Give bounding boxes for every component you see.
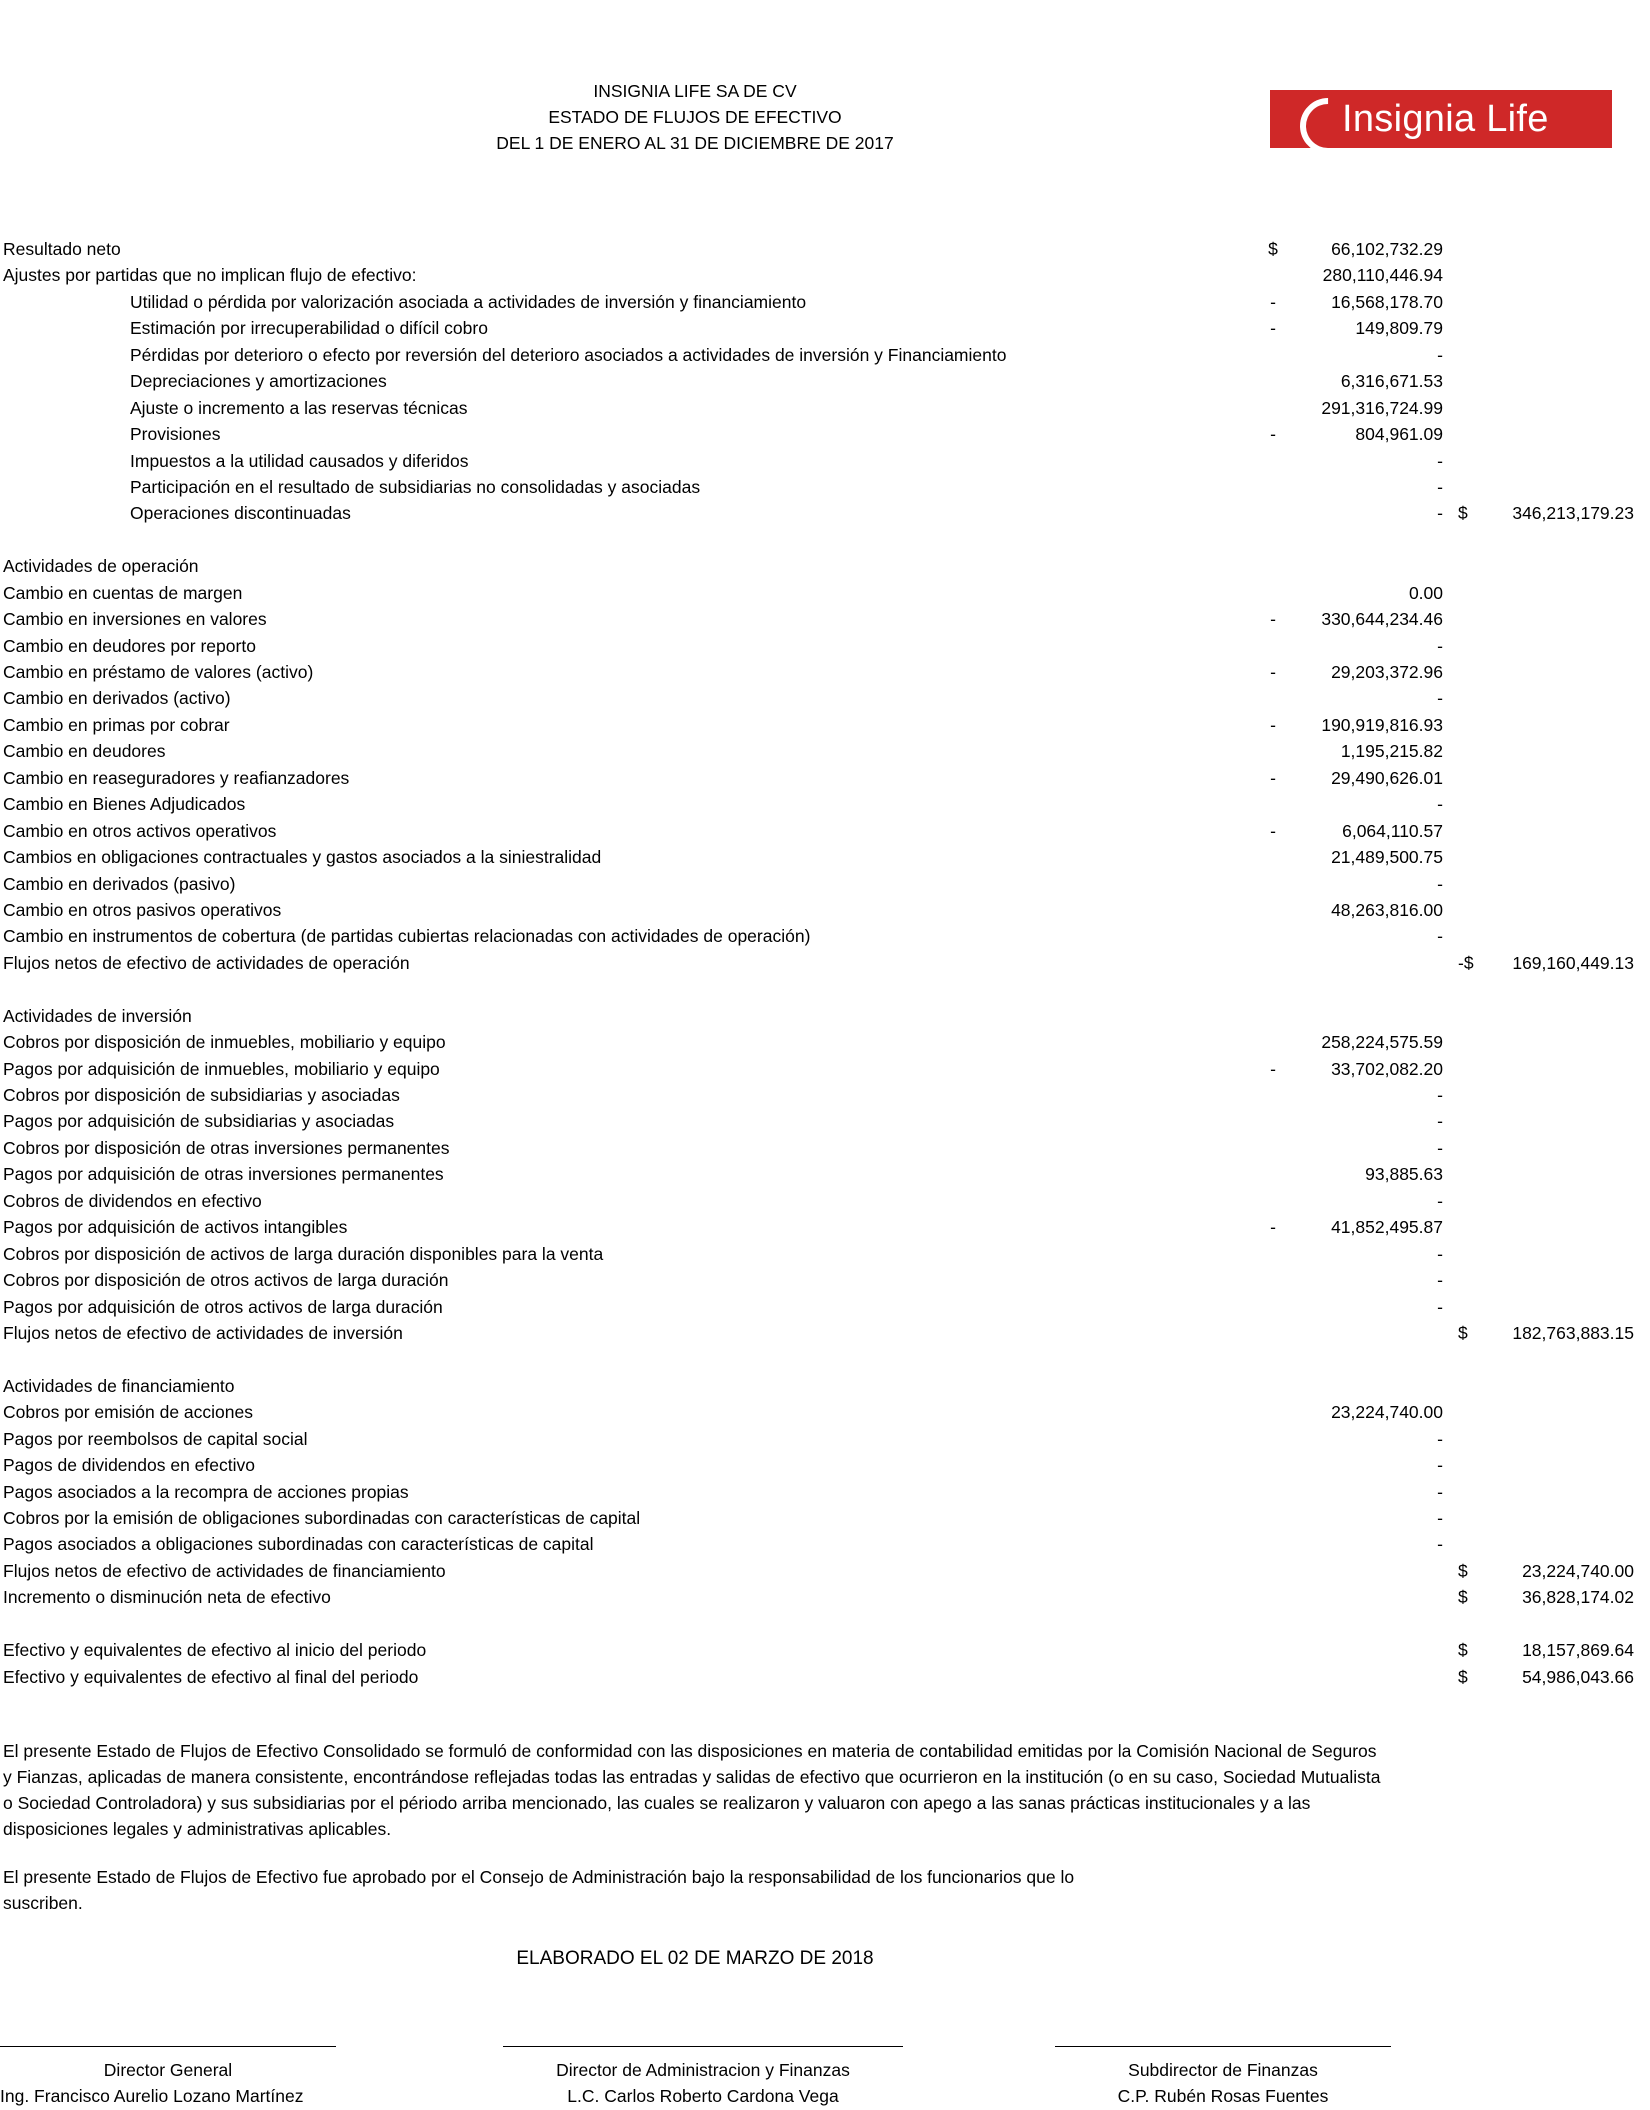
row-label: Pagos por adquisición de otros activos de larga duración (3, 1296, 443, 1317)
row-label: Cambio en derivados (activo) (3, 688, 231, 709)
row-total: 23,224,740.00 (1522, 1560, 1634, 1581)
row-label: Cobros por disposición de otras inversiones permanentes (3, 1137, 450, 1158)
row-amount: - (1437, 1508, 1443, 1528)
row-amount: - (1437, 344, 1443, 365)
row-label: Cobros por disposición de activos de larga duración disponibles para la venta (3, 1243, 604, 1264)
company-name: INSIGNIA LIFE SA DE CV (593, 81, 797, 101)
statement-row (0, 262, 1650, 288)
row-total: 54,986,043.66 (1522, 1666, 1634, 1687)
statement-row (0, 1108, 1650, 1134)
row-label: Flujos netos de efectivo de actividades de operación (3, 952, 410, 973)
statement-row (0, 1029, 1650, 1055)
statement-title: ESTADO DE FLUJOS DE EFECTIVO (548, 107, 842, 127)
statement-row (0, 1161, 1650, 1187)
statement-row (0, 1584, 1650, 1610)
statement-row (0, 1135, 1650, 1161)
row-label: Flujos netos de efectivo de actividades de financiamiento (3, 1560, 446, 1581)
statement-row (0, 1479, 1650, 1505)
signature-title: Subdirector de Finanzas (1128, 2060, 1318, 2080)
row-amount: 1,195,215.82 (1340, 741, 1443, 762)
row-amount: 804,961.09 (1355, 424, 1443, 445)
cash-flow-table (0, 236, 1650, 1690)
row-total: 346,213,179.23 (1512, 503, 1634, 524)
statement-row (0, 738, 1650, 764)
statement-row (0, 1664, 1650, 1690)
logo-text: Insignia Life (1342, 98, 1549, 140)
statement-row (0, 950, 1650, 976)
statement-row (0, 1214, 1650, 1240)
row-amount: 16,568,178.70 (1331, 291, 1443, 312)
row-label: Efectivo y equivalentes de efectivo al final del periodo (3, 1666, 419, 1687)
statement-row (0, 712, 1650, 738)
row-label: Cambios en obligaciones contractuales y gastos asociados a la siniestralidad (3, 847, 602, 868)
statement-row (0, 395, 1650, 421)
row-label: Cambio en préstamo de valores (activo) (3, 662, 314, 682)
row-label: Resultado neto (3, 239, 121, 259)
row-label: Cobros de dividendos en efectivo (3, 1190, 262, 1211)
row-amount: - (1437, 635, 1443, 656)
row-amount: 0.00 (1408, 582, 1443, 603)
row-label: Cambio en derivados (pasivo) (3, 873, 236, 894)
row-amount: - (1437, 1190, 1443, 1211)
statement-row (0, 342, 1650, 368)
row-amount: 23,224,740.00 (1331, 1402, 1443, 1423)
statement-row (0, 765, 1650, 791)
row-total-sign: -$ (1458, 952, 1474, 973)
signature-line (1055, 2046, 1391, 2047)
statement-row (0, 976, 1650, 1002)
row-sign: - (1270, 820, 1276, 841)
row-label: Cambio en instrumentos de cobertura (de partidas cubiertas relacionadas con actividades de operación) (3, 926, 811, 947)
row-label: Pérdidas por deterioro o efecto por reversión del deterioro asociados a actividades de inversión y Financiamiento (130, 344, 1007, 365)
row-amount: 149,809.79 (1355, 318, 1443, 339)
row-amount: 29,490,626.01 (1331, 767, 1443, 788)
statement-row (0, 448, 1650, 474)
statement-row (0, 818, 1650, 844)
statement-row (0, 1505, 1650, 1531)
signature-name: Ing. Francisco Aurelio Lozano Martínez (0, 2086, 304, 2106)
row-label: Pagos por adquisición de subsidiarias y asociadas (3, 1111, 395, 1132)
signature-subdirector-finanzas (1055, 2046, 1391, 2109)
row-amount: - (1437, 450, 1443, 471)
statement-row (0, 1637, 1650, 1663)
statement-row (0, 1426, 1650, 1452)
statement-row (0, 923, 1650, 949)
statement-row (0, 289, 1650, 315)
statement-row (0, 1320, 1650, 1346)
row-label: Ajustes por partidas que no implican flujo de efectivo: (3, 265, 417, 286)
signature-name: L.C. Carlos Roberto Cardona Vega (567, 2086, 839, 2106)
row-amount: 280,110,446.94 (1322, 265, 1443, 286)
statement-row (0, 1003, 1650, 1029)
row-sign: - (1270, 767, 1276, 788)
signature-title: Director de Administracion y Finanzas (556, 2060, 850, 2080)
row-amount: - (1437, 1111, 1443, 1132)
row-label: Cobros por disposición de subsidiarias y asociadas (3, 1085, 400, 1105)
row-label: Utilidad o pérdida por valorización asociada a actividades de inversión y financiamiento (130, 291, 807, 312)
signature-line (503, 2046, 903, 2047)
row-amount: - (1437, 926, 1443, 947)
row-amount: 6,316,671.53 (1340, 371, 1443, 392)
row-label: Pagos por adquisición de inmuebles, mobiliario y equipo (3, 1058, 440, 1079)
row-label: Cambio en Bienes Adjudicados (3, 794, 246, 815)
row-amount: - (1437, 794, 1443, 815)
statement-row (0, 421, 1650, 447)
row-amount: - (1437, 1455, 1443, 1476)
row-total-sign: $ (1458, 503, 1468, 524)
row-amount: 66,102,732.29 (1331, 239, 1443, 259)
row-label: Cobros por la emisión de obligaciones subordinadas con características de capital (3, 1508, 641, 1528)
statement-row (0, 633, 1650, 659)
statement-row (0, 871, 1650, 897)
signature-director-admin-finanzas (503, 2046, 903, 2109)
row-label: Cambio en otros pasivos operativos (3, 899, 282, 920)
row-label: Cobros por disposición de otros activos de larga duración (3, 1270, 449, 1291)
statement-row (0, 791, 1650, 817)
row-amount: 33,702,082.20 (1331, 1058, 1443, 1079)
notes-section (3, 1738, 1403, 1938)
row-label: Operaciones discontinuadas (130, 503, 351, 524)
signature-director-general (0, 2046, 336, 2109)
row-sign: - (1270, 318, 1276, 339)
statement-row (0, 1531, 1650, 1557)
row-label: Participación en el resultado de subsidiarias no consolidadas y asociadas (130, 476, 701, 497)
row-label: Flujos netos de efectivo de actividades de inversión (3, 1322, 403, 1343)
prepared-date: ELABORADO EL 02 DE MARZO DE 2018 (516, 1948, 874, 1969)
statement-row (0, 1188, 1650, 1214)
row-total: 36,828,174.02 (1522, 1587, 1634, 1608)
signature-title: Director General (103, 2060, 233, 2080)
row-sign: - (1270, 609, 1276, 630)
row-amount: - (1437, 1481, 1443, 1502)
row-label: Cambio en deudores (3, 741, 166, 762)
statement-row (0, 1294, 1650, 1320)
row-sign: - (1270, 424, 1276, 445)
row-total: 169,160,449.13 (1512, 952, 1634, 973)
statement-row (0, 580, 1650, 606)
row-label: Actividades de inversión (3, 1005, 192, 1026)
row-label: Pagos por adquisición de activos intangibles (3, 1217, 348, 1238)
row-amount: 93,885.63 (1365, 1164, 1443, 1185)
note-approval: El presente Estado de Flujos de Efectivo fue aprobado por el Consejo de Administración bajo la responsabilidad de los funcionarios que lo suscriben. (3, 1867, 1075, 1913)
row-total-sign: $ (1458, 1322, 1468, 1343)
row-label: Ajuste o incremento a las reservas técnicas (130, 397, 468, 418)
statement-row (0, 553, 1650, 579)
row-amount: - (1437, 476, 1443, 497)
row-label: Cambio en cuentas de margen (3, 582, 243, 603)
signature-line (0, 2046, 336, 2047)
row-sign: $ (1268, 239, 1278, 259)
row-amount: - (1437, 873, 1443, 894)
row-amount: - (1437, 1137, 1443, 1158)
row-label: Cambio en deudores por reporto (3, 635, 256, 656)
statement-period: DEL 1 DE ENERO AL 31 DE DICIEMBRE DE 2017 (496, 133, 894, 153)
statement-row (0, 236, 1650, 262)
signature-name: C.P. Rubén Rosas Fuentes (1117, 2086, 1329, 2106)
statement-row (0, 606, 1650, 632)
row-label: Cambio en reaseguradores y reafianzadores (3, 767, 350, 788)
row-label: Provisiones (130, 424, 221, 445)
statement-row (0, 1346, 1650, 1372)
row-amount: - (1437, 1296, 1443, 1317)
row-label: Estimación por irrecuperabilidad o difícil cobro (130, 318, 488, 339)
row-sign: - (1270, 1217, 1276, 1238)
row-total: 18,157,869.64 (1522, 1640, 1634, 1661)
row-amount: - (1437, 1270, 1443, 1291)
row-label: Efectivo y equivalentes de efectivo al inicio del periodo (3, 1640, 427, 1661)
row-amount: 29,203,372.96 (1331, 662, 1443, 682)
row-amount: 21,489,500.75 (1331, 847, 1443, 868)
row-label: Cambio en inversiones en valores (3, 609, 267, 630)
row-label: Cobros por emisión de acciones (3, 1402, 253, 1423)
statement-row (0, 474, 1650, 500)
row-label: Pagos por adquisición de otras inversiones permanentes (3, 1164, 444, 1185)
statement-row (0, 659, 1650, 685)
row-label: Pagos asociados a obligaciones subordinadas con características de capital (3, 1534, 594, 1555)
row-total-sign: $ (1458, 1560, 1468, 1581)
row-label: Pagos por reembolsos de capital social (3, 1428, 308, 1449)
row-amount: - (1437, 1534, 1443, 1555)
row-amount: 41,852,495.87 (1331, 1217, 1443, 1238)
row-amount: 190,919,816.93 (1321, 714, 1443, 735)
statement-row (0, 1241, 1650, 1267)
insignia-life-logo (1270, 90, 1612, 148)
statement-header (340, 78, 1050, 156)
statement-row (0, 1452, 1650, 1478)
row-sign: - (1270, 714, 1276, 735)
row-label: Pagos asociados a la recompra de acciones propias (3, 1481, 409, 1502)
statement-row (0, 315, 1650, 341)
row-label: Impuestos a la utilidad causados y diferidos (130, 450, 469, 471)
row-label: Incremento o disminución neta de efectivo (3, 1587, 331, 1608)
statement-row (0, 1373, 1650, 1399)
row-sign: - (1270, 291, 1276, 312)
row-amount: 291,316,724.99 (1321, 397, 1443, 418)
row-total-sign: $ (1458, 1666, 1468, 1687)
row-label: Pagos de dividendos en efectivo (3, 1455, 255, 1476)
row-amount: - (1437, 1085, 1443, 1105)
statement-row (0, 527, 1650, 553)
row-sign: - (1270, 1058, 1276, 1079)
row-total-sign: $ (1458, 1640, 1468, 1661)
row-amount: - (1437, 688, 1443, 709)
statement-row (0, 1082, 1650, 1108)
row-amount: - (1437, 1243, 1443, 1264)
statement-row (0, 1558, 1650, 1584)
row-label: Cambio en primas por cobrar (3, 714, 230, 735)
row-amount: 48,263,816.00 (1331, 899, 1443, 920)
statement-row (0, 368, 1650, 394)
row-label: Cambio en otros activos operativos (3, 820, 277, 841)
note-consolidated: El presente Estado de Flujos de Efectivo Consolidado se formuló de conformidad con las disposiciones en materia de contabilidad emitidas por la Comisión Nacional de Seguros y Fianzas, aplicadas de manera consistente, encontrándose reflejadas todas las entradas y salidas de efectivo que ocurrieron en la institución (o en su caso, Sociedad Mutualista o Sociedad Controladora) y sus subsidiarias por el périodo arriba mencionado, las cuales se realizaron y valuaron con apego a las sanas prácticas institucionales y a las disposiciones legales y administrativas aplicables. (3, 1741, 1381, 1839)
statement-row (0, 1056, 1650, 1082)
row-label: Depreciaciones y amortizaciones (130, 371, 387, 392)
row-label: Cobros por disposición de inmuebles, mobiliario y equipo (3, 1032, 446, 1053)
statement-row (0, 844, 1650, 870)
statement-row (0, 500, 1650, 526)
statement-row (0, 1399, 1650, 1425)
row-amount: 330,644,234.46 (1321, 609, 1443, 630)
statement-row (0, 1267, 1650, 1293)
row-label: Actividades de operación (3, 556, 199, 577)
row-amount: - (1437, 1428, 1443, 1449)
row-amount: - (1437, 503, 1443, 524)
statement-row (0, 897, 1650, 923)
row-amount: 6,064,110.57 (1342, 820, 1443, 841)
row-amount: 258,224,575.59 (1321, 1032, 1443, 1053)
statement-row (0, 685, 1650, 711)
row-label: Actividades de financiamiento (3, 1375, 235, 1396)
row-total: 182,763,883.15 (1512, 1322, 1634, 1343)
row-sign: - (1270, 662, 1276, 682)
row-total-sign: $ (1458, 1587, 1468, 1608)
statement-row (0, 1611, 1650, 1637)
